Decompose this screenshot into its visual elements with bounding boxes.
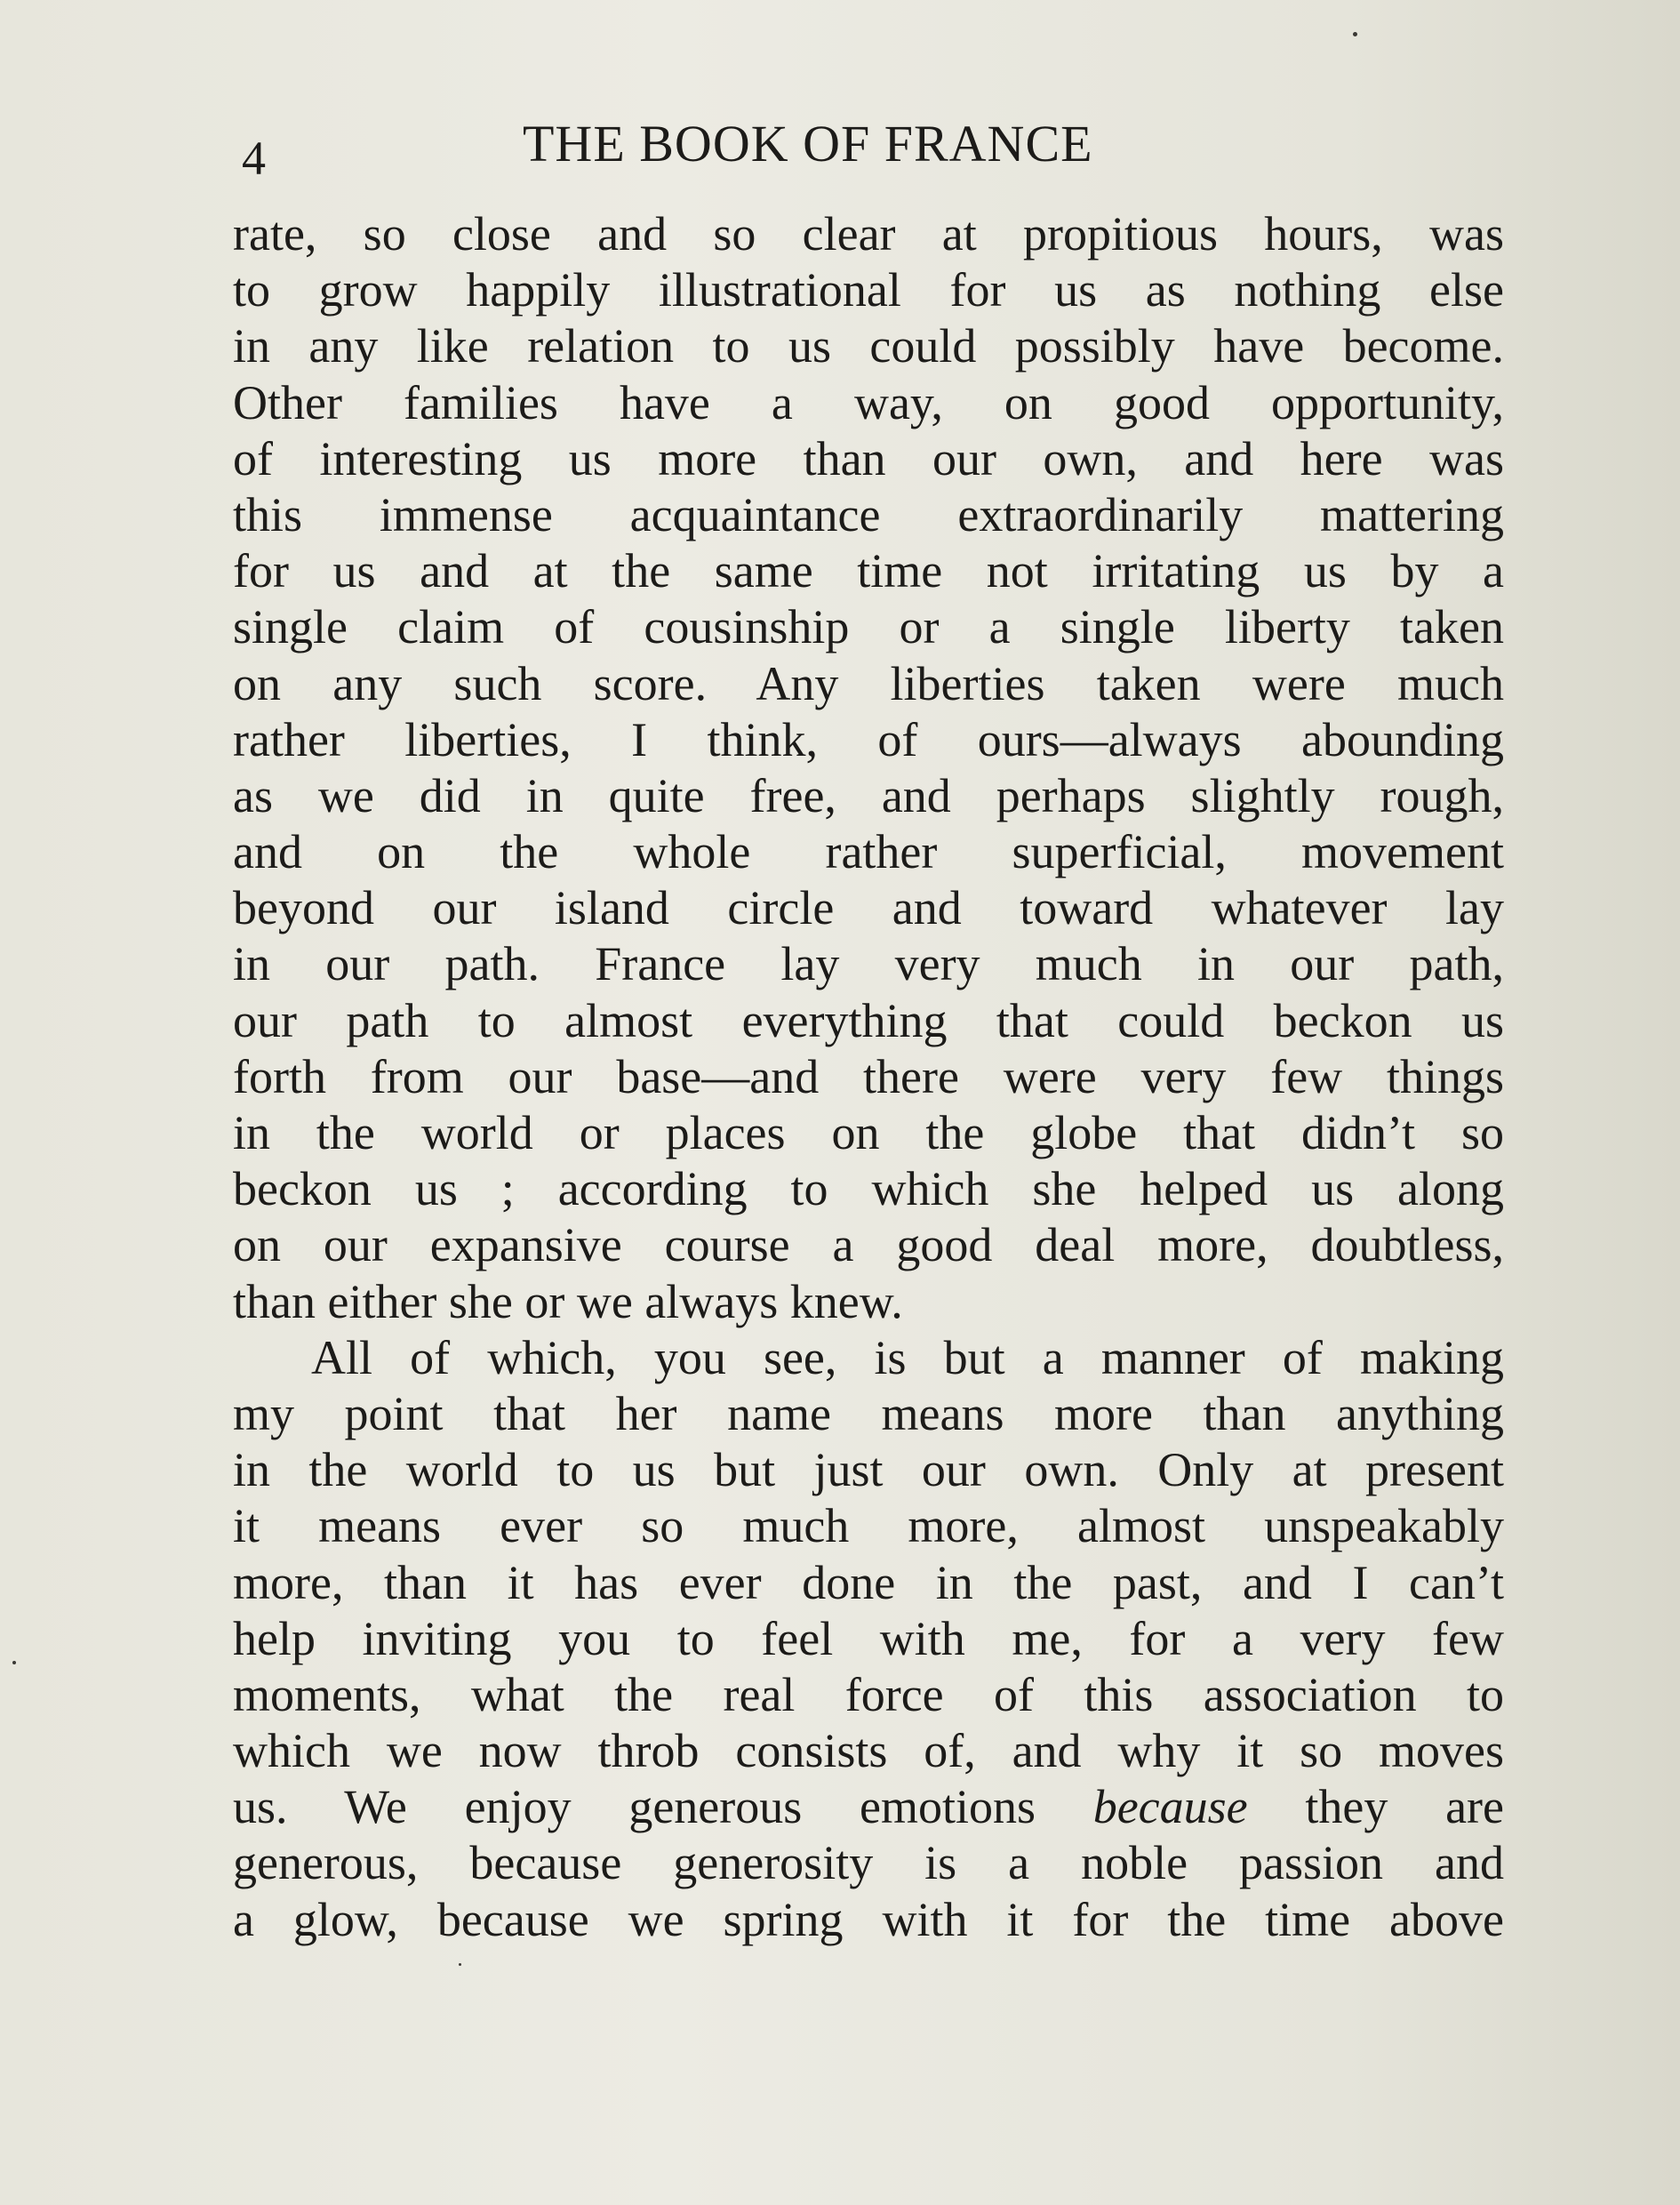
text-line: Other families have a way, on good opportunity, — [233, 375, 1504, 429]
paper-speck — [459, 1963, 461, 1966]
paragraph-2 — [233, 1330, 1504, 1948]
text-line: a glow, because we spring with it for the time above — [233, 1892, 1504, 1946]
text-line: than either she or we always knew. — [233, 1274, 903, 1328]
text-line: help inviting you to feel with me, for a very few — [233, 1611, 1504, 1665]
text-segment: they are — [1247, 1780, 1504, 1834]
text-line: on our expansive course a good deal more, doubtless, — [233, 1218, 1504, 1272]
text-line: in any like relation to us could possibly have become. — [233, 319, 1504, 373]
paper-speck — [1353, 32, 1357, 36]
text-line: which we now throb consists of, and why it so moves — [233, 1724, 1504, 1778]
text-line: forth from our base—and there were very few things — [233, 1049, 1504, 1103]
text-line: rather liberties, I think, of ours—always abounding — [233, 712, 1504, 766]
text-line: of interesting us more than our own, and here was — [233, 431, 1504, 485]
text-line: All of which, you see, is but a manner of making — [311, 1330, 1504, 1384]
text-line: generous, because generosity is a noble passion and — [233, 1836, 1504, 1890]
text-line: beyond our island circle and toward whatever lay — [233, 881, 1504, 935]
text-line: on any such score. Any liberties taken were much — [233, 656, 1504, 710]
body-text — [233, 206, 1504, 1948]
paper-speck — [12, 1661, 16, 1664]
text-line: in the world to us but just our own. Only at present — [233, 1443, 1504, 1497]
text-line: my point that her name means more than anything — [233, 1386, 1504, 1440]
text-line: moments, what the real force of this association to — [233, 1667, 1504, 1721]
text-line: it means ever so much more, almost unspeakably — [233, 1499, 1504, 1553]
running-head — [238, 105, 1225, 185]
text-line: in our path. France lay very much in our path, — [233, 937, 1504, 991]
text-line: rate, so close and so clear at propitious hours, was — [233, 207, 1504, 261]
text-line-with-italic — [233, 1779, 1504, 1835]
text-line: to grow happily illustrational for us as nothing else — [233, 263, 1504, 317]
text-line: our path to almost everything that could beckon us — [233, 993, 1504, 1047]
text-line: and on the whole rather superficial, movement — [233, 825, 1504, 879]
text-line: more, than it has ever done in the past, and I can’t — [233, 1555, 1504, 1609]
text-line: as we did in quite free, and perhaps slightly rough, — [233, 768, 1504, 822]
paragraph-1 — [233, 206, 1504, 1330]
italic-word: because — [1092, 1780, 1248, 1834]
text-line: in the world or places on the globe that didn’t so — [233, 1106, 1504, 1159]
text-line: for us and at the same time not irritating us by a — [233, 544, 1504, 598]
running-title: THE BOOK OF FRANCE — [523, 115, 1093, 172]
page-number: 4 — [242, 132, 266, 185]
text-line: this immense acquaintance extraordinarily mattering — [233, 487, 1504, 541]
text-line: beckon us ; according to which she helped us along — [233, 1162, 1504, 1216]
text-segment: us. We enjoy generous emotions — [233, 1780, 1093, 1834]
text-line: single claim of cousinship or a single liberty taken — [233, 600, 1504, 654]
